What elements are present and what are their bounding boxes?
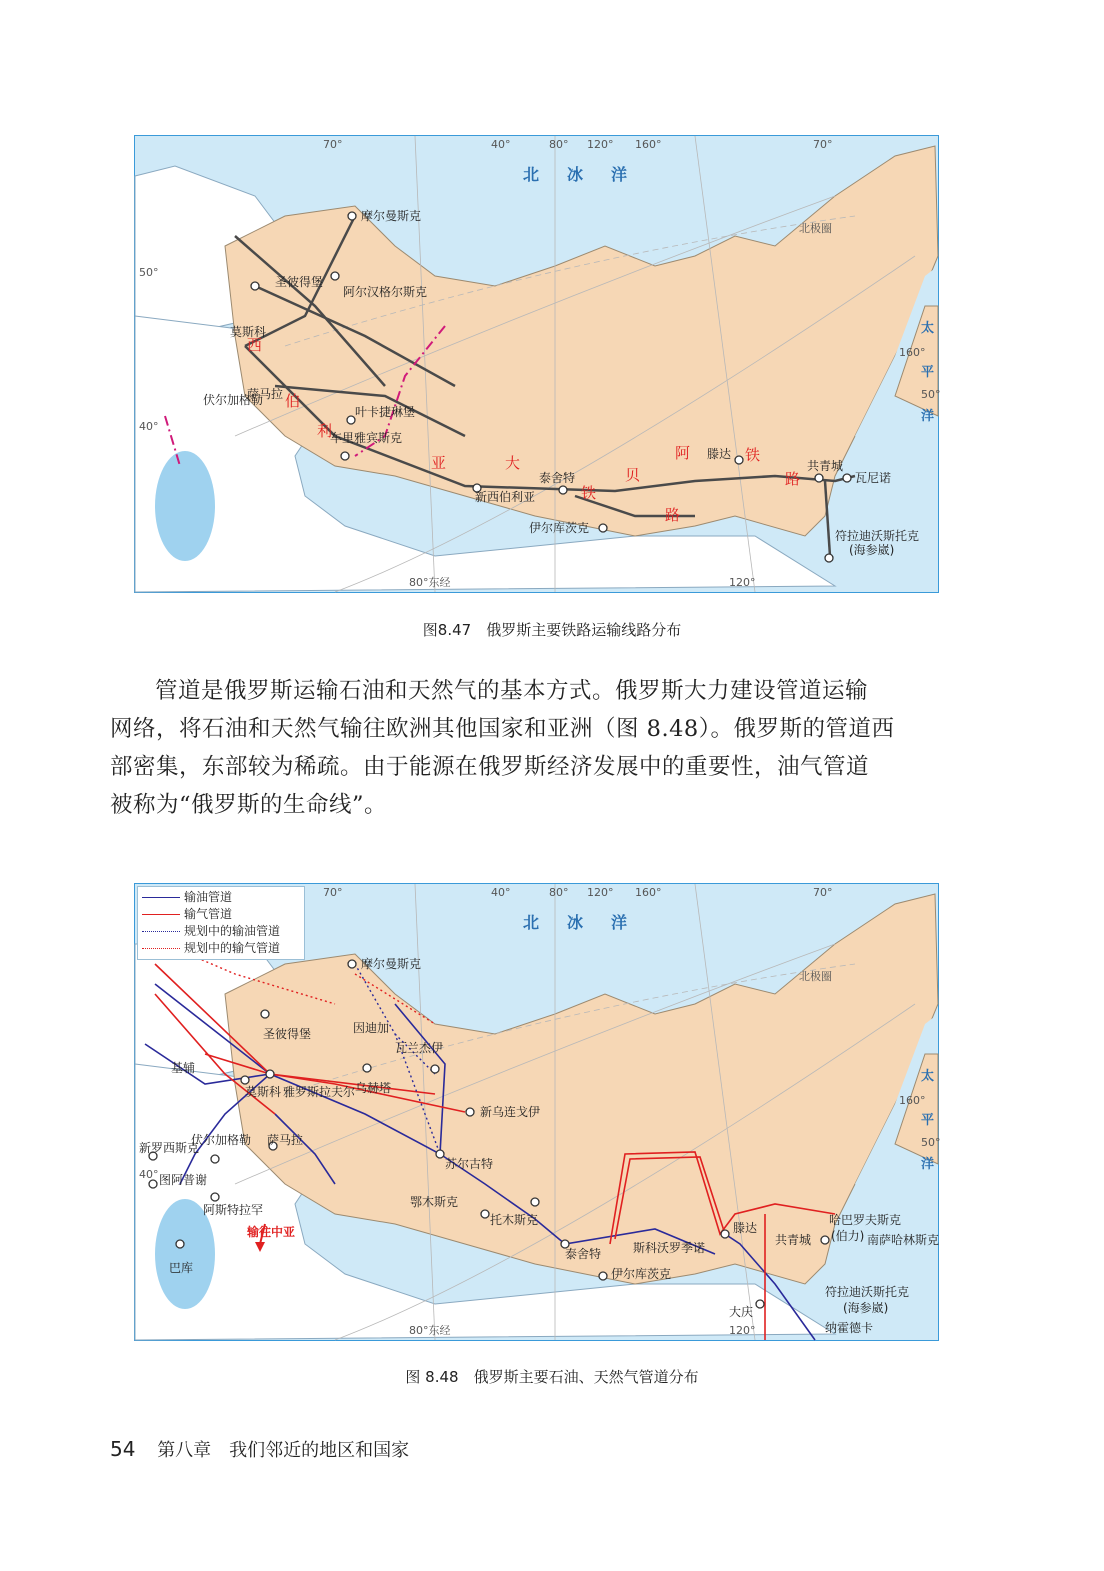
grid-label: 160°: [635, 886, 662, 899]
city-marker: [466, 1108, 474, 1116]
export-label: 输往中亚: [247, 1225, 296, 1239]
city-label: 泰舍特: [539, 471, 576, 485]
legend-item: [142, 906, 304, 923]
ocean-char: 北: [523, 913, 540, 932]
city-marker: [211, 1193, 219, 1201]
city-marker: [266, 1070, 274, 1078]
city-label: 瓦兰杰伊: [395, 1041, 444, 1055]
city-label: (海参崴): [843, 1301, 889, 1315]
city-label: 共青城: [807, 459, 844, 473]
grid-label: 160°: [635, 138, 662, 151]
city-marker: [559, 486, 567, 494]
paragraph-line: 被称为“俄罗斯的生命线”。: [110, 792, 388, 818]
legend-swatch: [142, 948, 180, 949]
grid-label: 50°: [139, 266, 159, 279]
grid-label: 70°: [813, 886, 833, 899]
city-label: 滕达: [707, 447, 732, 461]
ocean-char: 平: [921, 365, 935, 380]
city-label: 萨马拉: [247, 387, 284, 401]
ocean-char: 冰: [567, 913, 584, 932]
ocean-char: 北: [523, 165, 540, 184]
russia-territory: [225, 146, 938, 536]
map-legend: [137, 886, 305, 960]
city-marker: [149, 1180, 157, 1188]
city-label: 泰舍特: [565, 1247, 602, 1261]
railway-char: 路: [665, 506, 681, 524]
legend-label: 输气管道: [184, 907, 233, 921]
legend-label: 规划中的输气管道: [184, 941, 281, 955]
railway-char: 亚: [431, 454, 447, 472]
city-marker: [431, 1065, 439, 1073]
city-marker: [363, 1064, 371, 1072]
city-label: 南萨哈林斯克: [867, 1233, 940, 1247]
city-label: 图阿普谢: [159, 1173, 208, 1187]
grid-label: 160°: [899, 1094, 926, 1107]
city-marker: [721, 1230, 729, 1238]
railway-char: 西: [247, 336, 263, 354]
paragraph-line: 网络，将石油和天然气输往欧洲其他国家和亚洲（图 8.48）。俄罗斯的管道西: [110, 716, 895, 742]
grid-label: 80°: [549, 886, 569, 899]
city-label: 符拉迪沃斯托克: [835, 529, 920, 543]
city-label: 萨马拉: [267, 1133, 304, 1147]
paragraph-line: 管道是俄罗斯运输石油和天然气的基本方式。俄罗斯大力建设管道运输: [155, 678, 869, 704]
grid-label: 120°: [729, 576, 756, 589]
ocean-char: 洋: [611, 165, 628, 184]
city-marker: [211, 1155, 219, 1163]
city-label: 符拉迪沃斯托克: [825, 1285, 910, 1299]
legend-item: [142, 940, 304, 957]
city-label: (海参崴): [849, 543, 895, 557]
caspian-sea: [155, 451, 215, 561]
figure-caption: 图8.47 俄罗斯主要铁路运输线路分布: [422, 621, 682, 639]
page-footer: [110, 1436, 409, 1462]
city-marker: [436, 1150, 444, 1158]
city-label: 托木斯克: [490, 1213, 539, 1227]
city-marker: [348, 960, 356, 968]
ocean-char: 太: [921, 1069, 935, 1084]
grid-label: 50°: [921, 388, 941, 401]
grid-label: 120°: [587, 886, 614, 899]
city-label: 莫斯科: [230, 325, 267, 339]
city-marker: [348, 212, 356, 220]
city-label: 新西伯利亚: [475, 490, 536, 504]
railway-char: 利: [317, 422, 333, 440]
grid-label: 80°: [549, 138, 569, 151]
city-label: 圣彼得堡: [263, 1027, 312, 1041]
grid-label: 40°: [491, 138, 511, 151]
city-marker: [599, 1272, 607, 1280]
ocean-char: 洋: [921, 1157, 935, 1172]
city-label: 伏尔加格勒: [203, 393, 264, 407]
grid-label: 70°: [813, 138, 833, 151]
city-marker: [331, 272, 339, 280]
body-paragraph: [110, 672, 970, 824]
railway-char: 贝: [625, 466, 641, 484]
city-label: 巴库: [169, 1261, 194, 1275]
city-marker: [241, 1076, 249, 1084]
grid-label: 70°: [323, 886, 343, 899]
pipeline-map: [134, 883, 939, 1341]
city-marker: [251, 282, 259, 290]
city-label: 阿尔汉格尔斯克: [343, 285, 428, 299]
city-label: 车里雅宾斯克: [330, 431, 403, 445]
city-label: 瓦尼诺: [855, 471, 892, 485]
city-marker: [815, 474, 823, 482]
city-label: 阿斯特拉罕: [203, 1203, 264, 1217]
grid-label: 120°: [587, 138, 614, 151]
city-label: (伯力): [831, 1229, 865, 1243]
grid-label: 80°东经: [409, 576, 451, 589]
city-label: 纳霍德卡: [825, 1321, 874, 1335]
city-marker: [756, 1300, 764, 1308]
grid-label: 70°: [323, 138, 343, 151]
city-label: 共青城: [775, 1233, 812, 1247]
city-marker: [599, 524, 607, 532]
city-label: 伊尔库茨克: [611, 1267, 672, 1281]
city-marker: [735, 456, 743, 464]
city-label: 滕达: [733, 1221, 758, 1235]
railway-char: 伯: [285, 392, 301, 410]
paragraph-line: 部密集，东部较为稀疏。由于能源在俄罗斯经济发展中的重要性，油气管道: [110, 754, 870, 780]
ocean-char: 洋: [921, 409, 935, 424]
city-marker: [825, 554, 833, 562]
city-label: 苏尔古特: [445, 1157, 494, 1171]
page-number: 54: [110, 1437, 136, 1461]
legend-label: 输油管道: [184, 890, 233, 904]
chapter-title: 第八章 我们邻近的地区和国家: [157, 1440, 410, 1461]
city-label: 基辅: [171, 1061, 196, 1075]
city-marker: [821, 1236, 829, 1244]
legend-swatch: [142, 914, 180, 915]
city-label: 莫斯科: [245, 1085, 282, 1099]
grid-label: 120°: [729, 1324, 756, 1337]
city-label: 叶卡捷琳堡: [355, 405, 416, 419]
ocean-char: 洋: [611, 913, 628, 932]
city-label: 斯科沃罗季诺: [633, 1241, 706, 1255]
grid-label: 50°: [921, 1136, 941, 1149]
ocean-char: 太: [921, 321, 935, 336]
legend-item: [142, 889, 304, 906]
ocean-char: 平: [921, 1113, 935, 1128]
city-marker: [531, 1198, 539, 1206]
legend-swatch: [142, 897, 180, 898]
railway-char: 铁: [581, 484, 597, 502]
city-marker: [341, 452, 349, 460]
city-label: 摩尔曼斯克: [361, 957, 422, 971]
grid-label: 40°: [139, 420, 159, 433]
railway-char: 大: [505, 454, 521, 472]
city-label: 圣彼得堡: [275, 275, 324, 289]
legend-label: 规划中的输油管道: [184, 924, 281, 938]
city-label: 伊尔库茨克: [529, 521, 590, 535]
city-label: 因迪加: [353, 1021, 390, 1035]
city-marker: [176, 1240, 184, 1248]
legend-swatch: [142, 931, 180, 932]
arctic-circle-label: 北极圈: [799, 970, 832, 983]
city-label: 雅罗斯拉夫尔: [283, 1085, 356, 1099]
grid-label: 40°: [491, 886, 511, 899]
ocean-char: 冰: [567, 165, 584, 184]
railway-map: [134, 135, 939, 593]
railway-map-svg: [135, 136, 941, 592]
city-label: 大庆: [729, 1305, 754, 1319]
city-marker: [347, 416, 355, 424]
city-label: 乌赫塔: [355, 1081, 392, 1095]
city-label: 摩尔曼斯克: [361, 209, 422, 223]
railway-char: 路: [785, 470, 801, 488]
railway-char: 铁: [745, 446, 761, 464]
grid-label: 80°东经: [409, 1324, 451, 1337]
city-label: 新乌连戈伊: [480, 1105, 541, 1119]
legend-item: [142, 923, 304, 940]
city-label: 伏尔加格勒: [191, 1133, 252, 1147]
city-marker: [843, 474, 851, 482]
arctic-circle-label: 北极圈: [799, 222, 832, 235]
city-label: 哈巴罗夫斯克: [829, 1213, 902, 1227]
railway-char: 阿: [675, 444, 691, 462]
city-marker: [481, 1210, 489, 1218]
grid-label: 40°: [139, 1168, 159, 1181]
grid-label: 160°: [899, 346, 926, 359]
city-label: 新罗西斯克: [139, 1141, 200, 1155]
city-marker: [261, 1010, 269, 1018]
figure-caption: 图 8.48 俄罗斯主要石油、天然气管道分布: [405, 1368, 699, 1386]
city-label: 鄂木斯克: [410, 1195, 459, 1209]
